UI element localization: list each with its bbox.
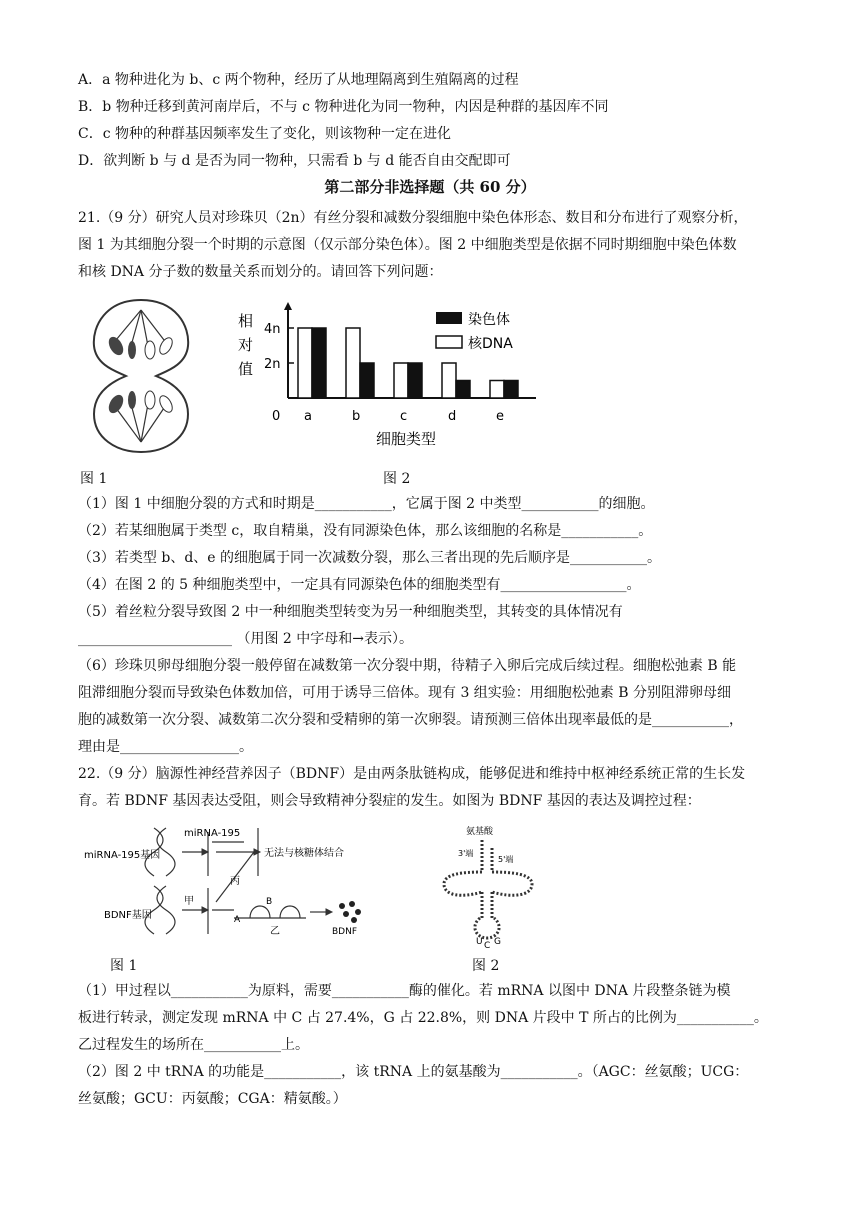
- y-axis-label-char: 对: [238, 336, 254, 354]
- x-tick-label: a: [304, 409, 312, 424]
- q22-sub-2a: （2）图 2 中 tRNA 的功能是___________，该 tRNA 上的氨基酸为___________。（AGC：丝氨酸；UCG：: [78, 1064, 749, 1080]
- bar-chromosome-b: [360, 363, 374, 398]
- option-d: D．欲判断 b 与 d 是否为同一物种，只需看 b 与 d 能否自由交配即可: [78, 153, 511, 169]
- q22-sub-2b: 丝氨酸；GCU：丙氨酸；CGA：精氨酸。）: [78, 1091, 347, 1107]
- q22-fig2-caption: 图 2: [472, 958, 500, 974]
- anticodon-g: G: [494, 937, 501, 947]
- bar-chromosome-a: [312, 328, 326, 398]
- q21-fig1-caption: 图 1: [80, 471, 108, 487]
- y-axis-label-char: 相: [238, 312, 254, 330]
- bing-label: 丙: [230, 876, 240, 887]
- origin-label: 0: [272, 409, 281, 424]
- mirna-label: miRNA-195: [184, 828, 241, 839]
- yi-label: 乙: [270, 926, 280, 937]
- x-tick-label: b: [352, 409, 361, 424]
- q21-sub-6c: 胞的减数第一次分裂、减数第二次分裂和受精卵的第一次卵裂。请预测三倍体出现率最低的是___________，: [78, 712, 743, 728]
- chart-legend: [436, 311, 513, 352]
- q21-sub-5b: ______________________ （用图 2 中字母和→表示）。: [78, 631, 413, 647]
- bar-dna-a: [298, 328, 312, 398]
- cell-division-figure: [86, 296, 196, 456]
- legend-swatch-dna: [436, 336, 462, 348]
- option-a: A．a 物种进化为 b、c 两个物种，经历了从地理隔离到生殖隔离的过程: [78, 72, 519, 88]
- anticodon-u: U: [476, 937, 483, 947]
- q22-sub-1c: 乙过程发生的场所在___________上。: [78, 1037, 309, 1053]
- mirna-gene-label: miRNA-195基因: [84, 850, 161, 861]
- bar-chromosome-c: [408, 363, 422, 398]
- q21-sub-1: （1）图 1 中细胞分裂的方式和时期是___________，它属于图 2 中类型___________的细胞。: [78, 496, 655, 512]
- q21-sub-6b: 阻滞细胞分裂而导致染色体数加倍，可用于诱导三倍体。现有 3 组实验：用细胞松弛素 B 分别阻滞卵母细: [78, 685, 731, 701]
- trna-figure: [440, 822, 540, 948]
- q21-intro-2: 图 1 为其细胞分裂一个时期的示意图（仅示部分染色体）。图 2 中细胞类型是依据不同时期细胞中染色体数: [78, 237, 737, 253]
- q22-sub-1a: （1）甲过程以___________为原料，需要___________酶的催化。若 mRNA 以图中 DNA 片段整条链为模: [78, 983, 731, 999]
- bar-dna-d: [442, 363, 456, 398]
- legend-label-dna: 核DNA: [468, 336, 513, 352]
- q21-sub-3: （3）若类型 b、d、e 的细胞属于同一次减数分裂，那么三者出现的先后顺序是___________。: [78, 550, 662, 566]
- b-label: B: [266, 897, 273, 907]
- q22-intro-1: 22.（9 分）脑源性神经营养因子（BDNF）是由两条肽链构成，能够促进和维持中枢神经系统正常的生长发: [78, 766, 746, 782]
- jia-label: 甲: [184, 896, 194, 907]
- amino-acid-label: 氨基酸: [466, 827, 494, 837]
- x-tick-label: e: [496, 409, 504, 424]
- x-tick-label: d: [448, 409, 457, 424]
- bar-chromosome-e: [504, 381, 518, 399]
- q21-intro-1: 21.（9 分）研究人员对珍珠贝（2n）有丝分裂和减数分裂细胞中染色体形态、数目和分布进行了观察分析，: [78, 210, 748, 226]
- q22-sub-1b: 板进行转录，测定发现 mRNA 中 C 占 27.4%，G 占 22.8%，则 DNA 片段中 T 所占的比例为___________。: [78, 1010, 768, 1026]
- bdnf-expression-figure: [84, 822, 374, 942]
- q21-intro-3: 和核 DNA 分子数的数量关系而划分的。请回答下列问题：: [78, 264, 443, 280]
- bar-chromosome-d: [456, 381, 470, 399]
- legend-label-chromosome: 染色体: [468, 312, 510, 328]
- bdnf-label: BDNF: [332, 927, 358, 937]
- option-b: B．b 物种迁移到黄河南岸后，不与 c 物种进化为同一物种，内因是种群的基因库不同: [78, 99, 609, 115]
- q21-sub-6a: （6）珍珠贝卵母细胞分裂一般停留在减数第一次分裂中期，待精子入卵后完成后续过程。细胞松弛素 B 能: [78, 658, 737, 674]
- q21-fig2-caption: 图 2: [383, 471, 411, 487]
- no-bind-label: 无法与核糖体结合: [264, 848, 344, 859]
- bar-dna-e: [490, 381, 504, 399]
- q21-sub-2: （2）若某细胞属于类型 c，取自精巢，没有同源染色体，那么该细胞的名称是___________。: [78, 523, 653, 539]
- section-title: 第二部分非选择题（共 60 分）: [324, 178, 536, 196]
- bar-dna-b: [346, 328, 360, 398]
- three-prime-label: 3'端: [458, 849, 474, 858]
- a-label: A: [234, 915, 241, 925]
- five-prime-label: 5'端: [498, 855, 514, 864]
- q22-intro-2: 育。若 BDNF 基因表达受阻，则会导致精神分裂症的发生。如图为 BDNF 基因的表达及调控过程：: [78, 793, 701, 809]
- q21-sub-4: （4）在图 2 的 5 种细胞类型中，一定具有同源染色体的细胞类型有__________________。: [78, 577, 641, 593]
- y-tick-label: 4n: [264, 322, 281, 337]
- y-axis-label-char: 值: [238, 360, 254, 378]
- x-tick-label: c: [400, 409, 408, 424]
- cell-type-chart: [226, 296, 546, 456]
- anticodon-c: C: [484, 941, 491, 948]
- q21-sub-6d: 理由是_________________。: [78, 739, 253, 755]
- x-axis-label: 细胞类型: [376, 430, 437, 448]
- bdnf-gene-label: BDNF基因: [104, 910, 152, 921]
- legend-swatch-chromosome: [436, 312, 462, 324]
- bar-dna-c: [394, 363, 408, 398]
- option-c: C．c 物种的种群基因频率发生了变化，则该物种一定在进化: [78, 126, 452, 142]
- q21-sub-5a: （5）着丝粒分裂导致图 2 中一种细胞类型转变为另一种细胞类型，其转变的具体情况有: [78, 604, 623, 620]
- q22-fig1-caption: 图 1: [110, 958, 138, 974]
- y-tick-label: 2n: [264, 357, 281, 372]
